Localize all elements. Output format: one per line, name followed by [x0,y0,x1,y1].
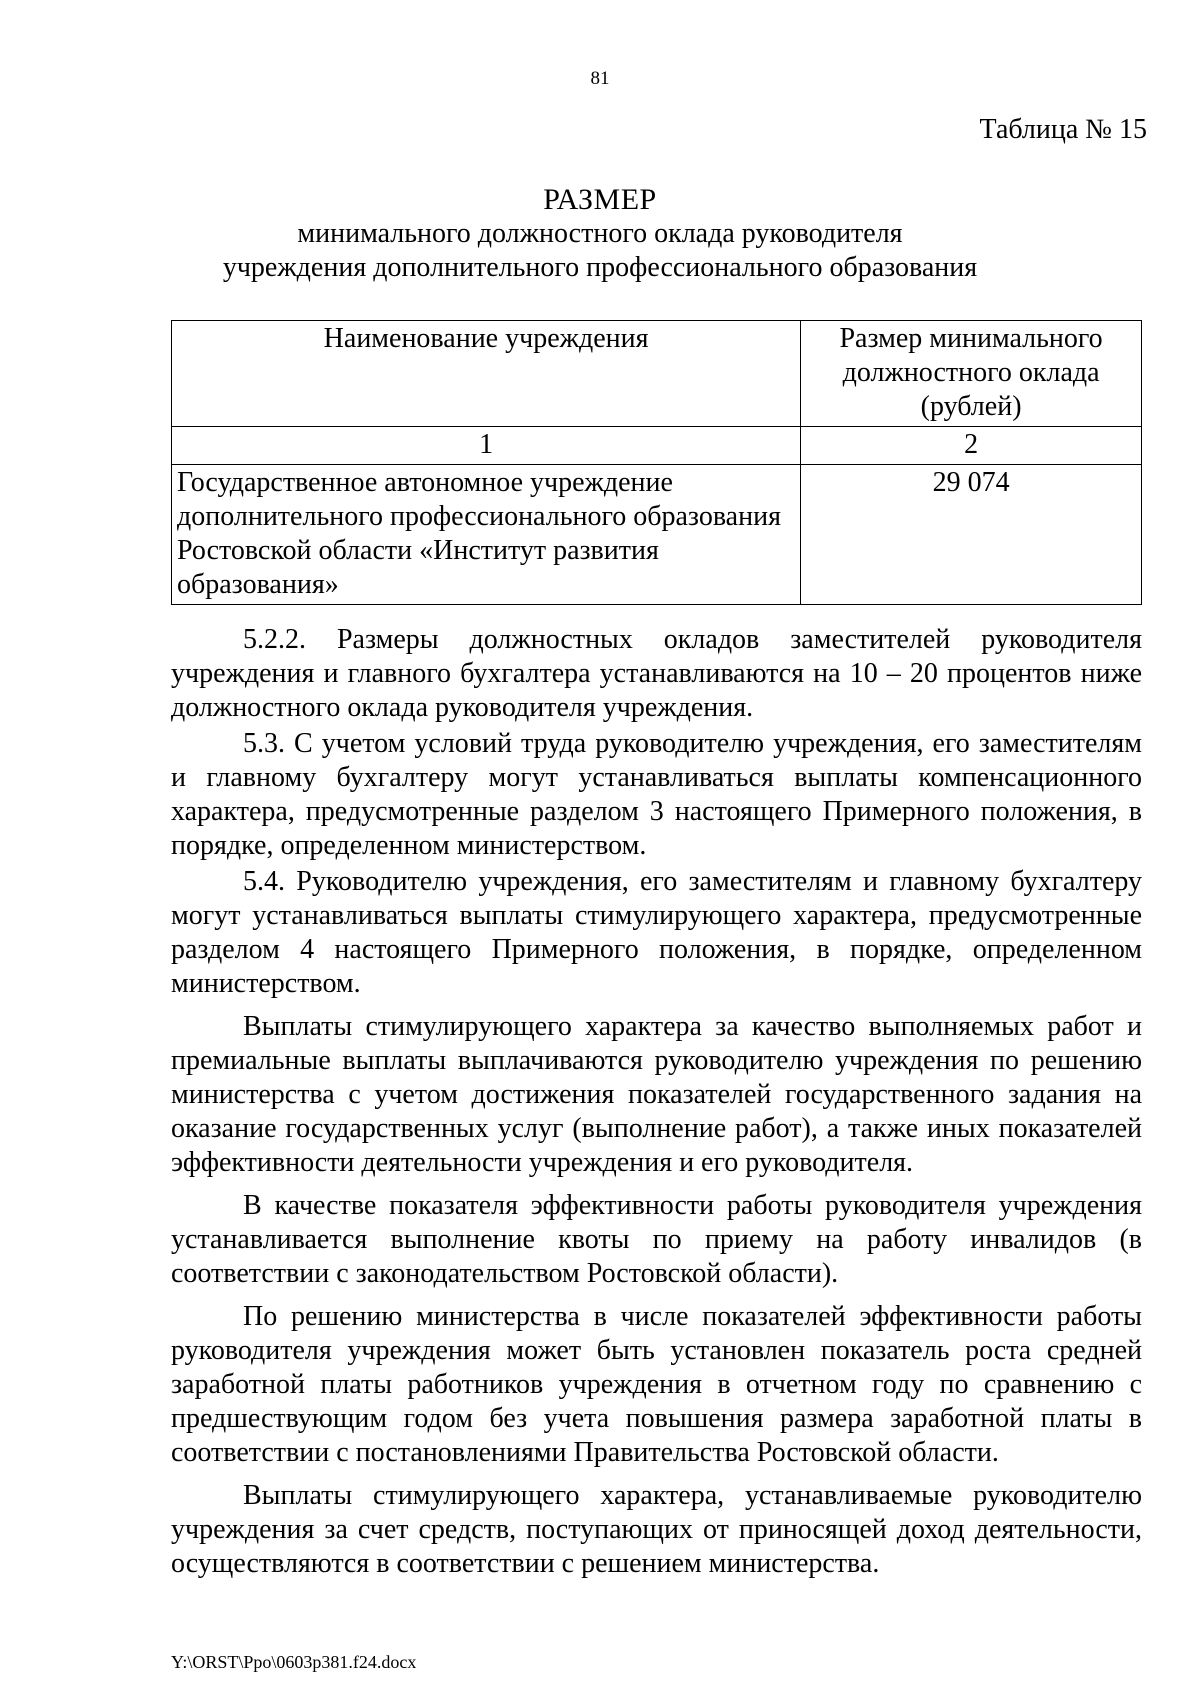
table-column-number-row [172,427,1142,465]
page-number: 81 [590,68,610,89]
table-row [172,465,1142,605]
paragraph-5-3: 5.3. С учетом условий труда руководителю учреждения, его заместителям и главному бухгалтеру могут устанавливаться выплаты компенсационного характера, предусмотренные разделом 3 настоящего Примерного положения, в порядке, определенном министерством. [171,728,1142,861]
paragraph-disability-quota: В качестве показателя эффективности работы руководителя учреждения устанавливается выполнение квоты по приему на работу инвалидов (в соответствии с законодательством Ростовской области). [171,1190,1142,1289]
title-heading: РАЗМЕР [543,183,657,216]
salary-cell: 29 074 [801,465,1142,605]
paragraph-incentive-payments: Выплаты стимулирующего характера за качество выполняемых работ и премиальные выплаты выплачиваются руководителю учреждения по решению министерства с учетом достижения показателей государственного задания на оказание государственных услуг (выполнение работ), а также иных показателей эффективности деятельности учреждения и его руководителя. [171,1011,1142,1178]
paragraph-salary-growth: По решению министерства в числе показателей эффективности работы руководителя учреждения может быть установлен показатель роста средней заработной платы работников учреждения в отчетном году по сравнению с предшествующим годом без учета повышения размера заработной платы в соответствии с постановлениями Правительства Ростовской области. [171,1301,1142,1468]
table-header-row [172,321,1142,427]
institution-name-cell: Государственное автономное учреждение дополнительного профессионального образования Ростовской области «Институт развития образования» [172,465,801,605]
column-number-1: 1 [172,427,801,465]
header-institution-name: Наименование учреждения [172,321,801,427]
paragraph-5-4: 5.4. Руководителю учреждения, его заместителям и главному бухгалтеру могут устанавливаться выплаты стимулирующего характера, предусмотренные разделом 4 настоящего Примерного положения, в порядке, определенном министерством. [171,866,1142,999]
document-title [0,183,1200,285]
column-number-2: 2 [801,427,1142,465]
salary-table [171,320,1142,605]
footer-file-path: Y:\ORST\Ppo\0603p381.f24.docx [171,1652,417,1672]
body-text [171,623,1142,1583]
title-line-2: учреждения дополнительного профессионального образования [222,252,978,283]
table-caption: Таблица № 15 [979,114,1147,145]
paragraph-income-generating: Выплаты стимулирующего характера, устанавливаемые руководителю учреждения за счет средств, поступающих от приносящей доход деятельности, осуществляются в соответствии с решением министерства. [171,1480,1142,1579]
paragraph-5-2-2: 5.2.2. Размеры должностных окладов заместителей руководителя учреждения и главного бухгалтера устанавливаются на 10 – 20 процентов ниже должностного оклада руководителя учреждения. [171,624,1142,723]
title-line-1: минимального должностного оклада руководителя [297,218,903,249]
header-salary-size: Размер минимального должностного оклада (рублей) [801,321,1142,427]
